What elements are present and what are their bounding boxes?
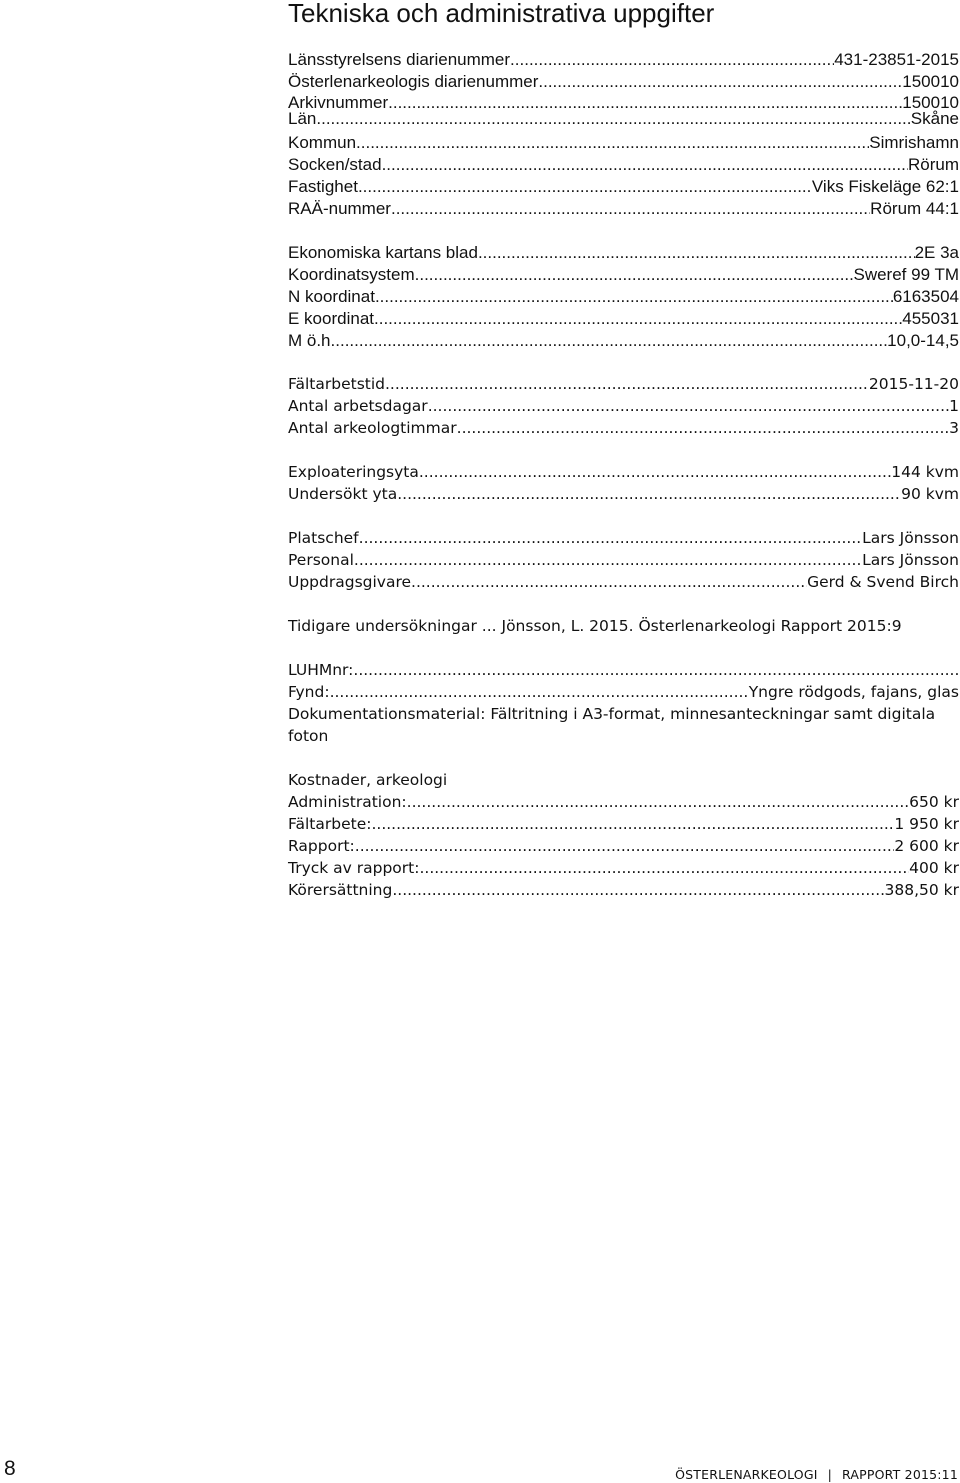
row-value: 400 kr bbox=[909, 859, 959, 877]
dot-leader bbox=[356, 132, 869, 154]
row-value: Lars Jönsson bbox=[862, 529, 959, 547]
row-value: Sweref 99 TM bbox=[853, 265, 959, 284]
row-label: Undersökt yta bbox=[288, 485, 398, 503]
row-antal-arkeologtimmar bbox=[288, 417, 959, 439]
page-number: 8 bbox=[4, 1457, 16, 1480]
row-antal-arbetsdagar bbox=[288, 395, 959, 417]
row-label: Platschef bbox=[288, 529, 359, 547]
row-n-koordinat bbox=[288, 286, 959, 308]
row-label: Personal bbox=[288, 551, 354, 569]
dot-leader bbox=[359, 527, 862, 549]
row-label: Uppdragsgivare bbox=[288, 573, 412, 591]
footer-report: RAPPORT 2015:11 bbox=[842, 1467, 958, 1482]
row-label: Körersättning bbox=[288, 881, 393, 899]
row-value: 6163504 bbox=[892, 287, 959, 306]
row-administration bbox=[288, 791, 959, 813]
row-value: Simrishamn bbox=[869, 133, 959, 152]
dot-leader bbox=[374, 308, 902, 330]
row-value: 150010 bbox=[902, 93, 959, 112]
row-value: Gerd & Svend Birch bbox=[807, 573, 959, 591]
kostnader-heading: Kostnader, arkeologi bbox=[288, 771, 448, 789]
dot-leader bbox=[335, 330, 887, 352]
row-value: 150010 bbox=[902, 72, 959, 91]
dot-leader bbox=[316, 108, 910, 130]
dot-leader bbox=[397, 483, 901, 505]
row-value: Viks Fiskeläge 62:1 bbox=[811, 177, 959, 196]
dot-leader bbox=[355, 835, 895, 857]
row-value: 2015-11-20 bbox=[868, 375, 959, 393]
row-label: Rapport: bbox=[288, 837, 355, 855]
row-label: M ö.h. bbox=[288, 331, 336, 350]
row-label: Kommun bbox=[288, 133, 357, 152]
row-label: RAÄ-nummer bbox=[288, 199, 391, 218]
dot-leader bbox=[375, 286, 893, 308]
row-ekonomiska-kartans-blad bbox=[288, 242, 959, 264]
row-label: Fältarbetstid bbox=[288, 375, 385, 393]
dot-leader bbox=[385, 373, 869, 395]
row-value: 388,50 kr bbox=[884, 881, 959, 899]
row-value: Rörum 44:1 bbox=[870, 199, 959, 218]
page-title: Tekniska och administrativa uppgifter bbox=[288, 0, 715, 28]
row-label: Socken/stad bbox=[288, 155, 382, 174]
row-value: 90 kvm bbox=[901, 485, 959, 503]
row-label: LUHMnr: bbox=[288, 661, 354, 679]
dot-leader bbox=[358, 176, 812, 198]
row-value: Skåne bbox=[910, 109, 959, 128]
row-value: Lars Jönsson bbox=[862, 551, 959, 569]
row-value: Rörum bbox=[907, 155, 959, 174]
row-label: Exploateringsyta bbox=[288, 463, 419, 481]
row-koordinatsystem bbox=[288, 264, 959, 286]
row-value: 10,0-14,5 bbox=[887, 331, 959, 350]
row-m-oh bbox=[288, 330, 959, 352]
dot-leader bbox=[419, 857, 909, 879]
row-lansstyrelsens-diarienummer bbox=[288, 49, 959, 71]
row-label: Länsstyrelsens diarienummer bbox=[288, 50, 511, 69]
row-value: 431-23851-2015 bbox=[834, 50, 959, 69]
footer-separator: | bbox=[827, 1467, 833, 1482]
row-value: 650 kr bbox=[909, 793, 959, 811]
row-socken-stad bbox=[288, 154, 959, 176]
row-label: N koordinat bbox=[288, 287, 375, 306]
dot-leader bbox=[353, 659, 959, 681]
row-platschef bbox=[288, 527, 959, 549]
row-kommun bbox=[288, 132, 959, 154]
row-faltarbete bbox=[288, 813, 959, 835]
row-exploateringsyta bbox=[288, 461, 959, 483]
dot-leader bbox=[382, 154, 908, 176]
footer-running-title bbox=[675, 1467, 958, 1482]
dot-leader bbox=[415, 264, 854, 286]
row-faltarbetstid bbox=[288, 373, 959, 395]
row-value: 1 bbox=[949, 397, 959, 415]
row-label: Län bbox=[288, 109, 317, 128]
row-value: 144 kvm bbox=[891, 463, 959, 481]
row-korersattning bbox=[288, 879, 959, 901]
row-label: Antal arkeologtimmar bbox=[288, 419, 457, 437]
row-value: 2E 3a bbox=[914, 243, 959, 262]
dot-leader bbox=[428, 395, 949, 417]
row-luhmnr bbox=[288, 659, 959, 681]
dot-leader bbox=[407, 791, 909, 813]
row-fastighet bbox=[288, 176, 959, 198]
row-label: Fynd: bbox=[288, 683, 330, 701]
footer-publisher: ÖSTERLENARKEOLOGI bbox=[675, 1467, 818, 1482]
row-osterlenarkeologis-diarienummer bbox=[288, 71, 959, 93]
row-value: 3 bbox=[949, 419, 959, 437]
dot-leader bbox=[538, 71, 902, 93]
dot-leader bbox=[411, 571, 807, 593]
row-label: E koordinat bbox=[288, 309, 374, 328]
row-label: Arkivnummer bbox=[288, 93, 389, 112]
row-fynd bbox=[288, 681, 959, 703]
row-value: 1 950 kr bbox=[894, 815, 959, 833]
row-label: Fältarbete: bbox=[288, 815, 372, 833]
row-e-koordinat bbox=[288, 308, 959, 330]
row-label: Tryck av rapport: bbox=[288, 859, 420, 877]
dot-leader bbox=[391, 198, 870, 220]
dot-leader bbox=[457, 417, 949, 439]
dokumentationsmaterial: Dokumentationsmaterial: Fältritning i A3-format, minnesanteckningar samt digitala foton bbox=[288, 705, 936, 745]
dot-leader bbox=[392, 879, 884, 901]
row-label: Antal arbetsdagar bbox=[288, 397, 428, 415]
row-label: Ekonomiska kartans blad bbox=[288, 243, 478, 262]
row-value: 455031 bbox=[902, 309, 959, 328]
row-raa-nummer bbox=[288, 198, 959, 220]
dot-leader bbox=[330, 681, 749, 703]
row-value: 2 600 kr bbox=[894, 837, 959, 855]
row-label: Fastighet bbox=[288, 177, 358, 196]
dot-leader bbox=[419, 461, 891, 483]
row-lan bbox=[288, 108, 959, 130]
row-label: Administration: bbox=[288, 793, 407, 811]
row-undersokt-yta bbox=[288, 483, 959, 505]
dot-leader bbox=[478, 242, 915, 264]
row-uppdragsgivare bbox=[288, 571, 959, 593]
dot-leader bbox=[371, 813, 894, 835]
row-personal bbox=[288, 549, 959, 571]
row-label: Koordinatsystem bbox=[288, 265, 415, 284]
tidigare-undersokningar: Tidigare undersökningar ... Jönsson, L. 2015. Österlenarkeologi Rapport 2015:9 bbox=[288, 617, 902, 635]
dot-leader bbox=[354, 549, 862, 571]
row-value: Yngre rödgods, fajans, glas bbox=[748, 683, 959, 701]
dot-leader bbox=[510, 49, 834, 71]
row-tryck-av-rapport bbox=[288, 857, 959, 879]
row-label: Österlenarkeologis diarienummer bbox=[288, 72, 539, 91]
row-rapport bbox=[288, 835, 959, 857]
